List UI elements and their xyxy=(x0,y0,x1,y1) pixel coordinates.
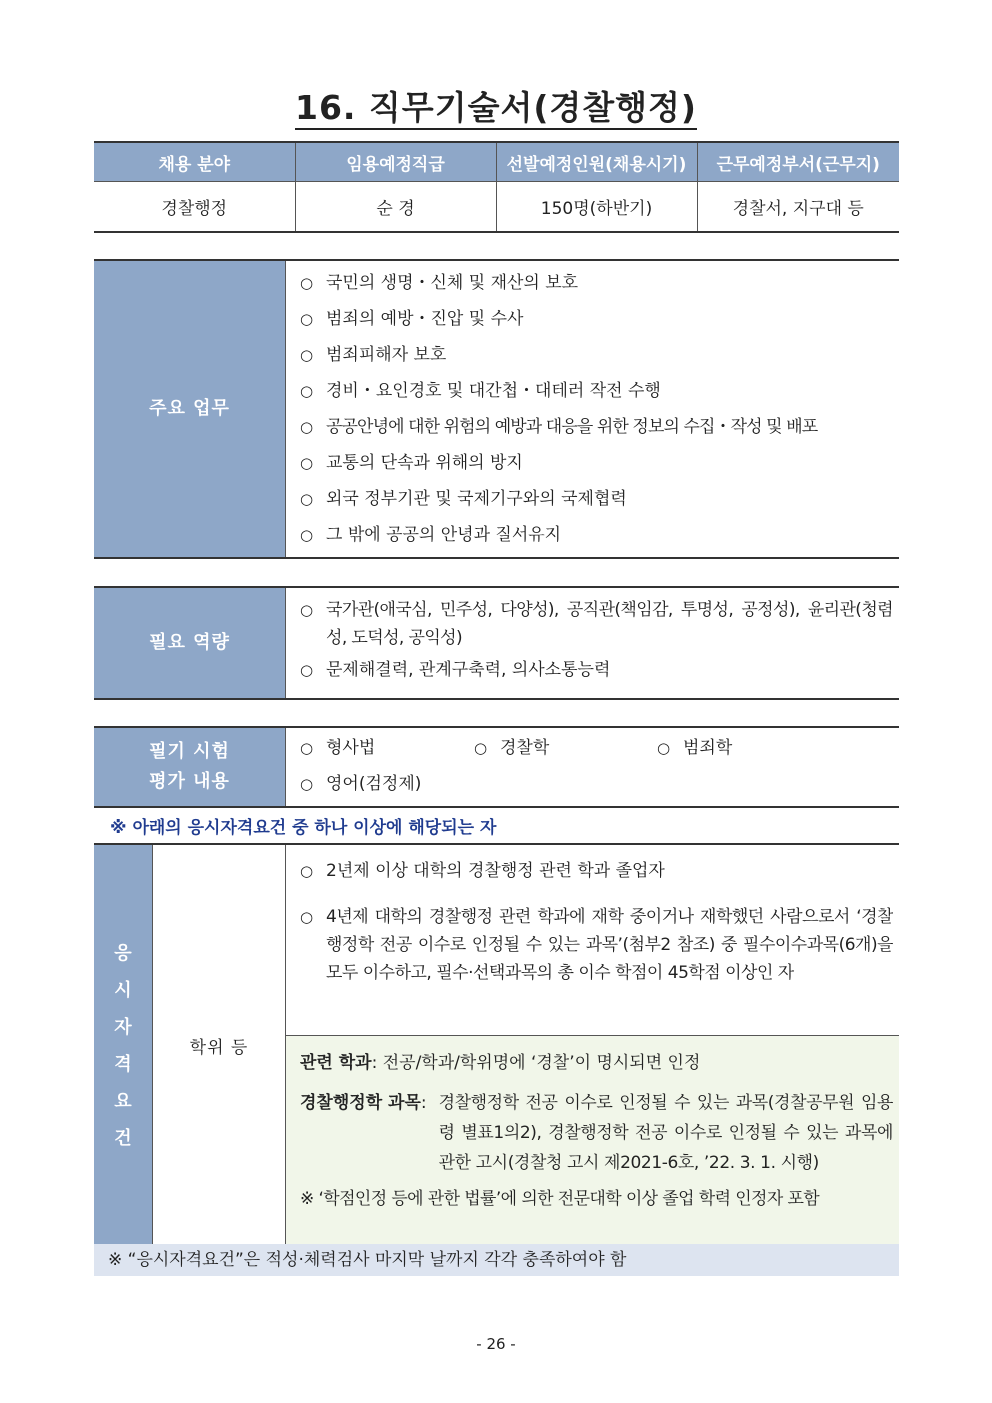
circle-bullet-icon: ○ xyxy=(474,739,488,757)
eligibility-section xyxy=(94,843,899,1248)
subject-item: ○ 형사법 xyxy=(300,730,474,766)
circle-bullet-icon: ○ xyxy=(300,526,314,544)
circle-bullet-icon: ○ xyxy=(300,274,314,292)
exam-subjects xyxy=(286,728,899,806)
duty-item: ○ 그 밖에 공공의 안녕과 질서유지 xyxy=(300,517,893,553)
duty-item: ○ 국민의 생명・신체 및 재산의 보호 xyxy=(300,265,893,301)
subject-item: ○ 범죄학 xyxy=(657,730,732,766)
competency-label: 필요 역량 xyxy=(94,588,286,698)
exam-section xyxy=(94,726,899,808)
duty-item: ○ 외국 정부기관 및 국제기구와의 국제협력 xyxy=(300,481,893,517)
header-department: 근무예정부서(근무지) xyxy=(697,142,899,182)
circle-bullet-icon: ○ xyxy=(657,739,671,757)
circle-bullet-icon: ○ xyxy=(300,601,314,619)
course-label: 경찰행정학 과목 xyxy=(300,1093,421,1113)
circle-bullet-icon: ○ xyxy=(300,739,314,757)
circle-bullet-icon: ○ xyxy=(300,382,314,400)
competency-list xyxy=(286,588,899,698)
circle-bullet-icon: ○ xyxy=(300,454,314,472)
circle-bullet-icon: ○ xyxy=(300,418,314,436)
eligibility-notice: ※ 아래의 응시자격요건 중 하나 이상에 해당되는 자 xyxy=(110,818,497,838)
competency-item: ○ 국가관(애국심, 민주성, 다양성), 공직관(책임감, 투명성, 공정성), 윤리관(청렴성, 도덕성, 공익성) xyxy=(300,592,893,652)
related-dept-label: 관련 학과 xyxy=(300,1053,372,1073)
circle-bullet-icon: ○ xyxy=(300,490,314,508)
eligibility-criteria xyxy=(286,845,899,1036)
page-number: - 26 - xyxy=(476,1335,516,1353)
duties-section xyxy=(94,259,899,559)
duty-item: ○ 범죄의 예방・진압 및 수사 xyxy=(300,301,893,337)
subject-item: ○ 영어(검정제) xyxy=(300,766,893,802)
credit-note: ※ ‘학점인정 등에 관한 법률’에 의한 전문대학 이상 졸업 학력 인정자 포함 xyxy=(300,1189,820,1209)
subject-item: ○ 경찰학 xyxy=(474,730,657,766)
header-field: 채용 분야 xyxy=(94,142,295,182)
duties-list xyxy=(286,261,899,557)
eligibility-details xyxy=(286,1036,899,1246)
footer-note: ※ “응시자격요건”은 적성·체력검사 마지막 날까지 각각 충족하여야 함 xyxy=(94,1244,899,1276)
duty-item: ○ 교통의 단속과 위해의 방지 xyxy=(300,445,893,481)
cell-rank: 순 경 xyxy=(295,182,496,233)
cell-department: 경찰서, 지구대 등 xyxy=(697,182,899,233)
header-headcount: 선발예정인원(채용시기) xyxy=(496,142,697,182)
cell-headcount: 150명(하반기) xyxy=(496,182,697,233)
recruitment-table xyxy=(94,141,899,233)
cell-field: 경찰행정 xyxy=(94,182,295,233)
criteria-item: ○ 2년제 이상 대학의 경찰행정 관련 학과 졸업자 xyxy=(300,853,893,889)
degree-label: 학위 등 xyxy=(153,845,286,1246)
exam-label: 필기 시험 평가 내용 xyxy=(94,728,286,806)
circle-bullet-icon: ○ xyxy=(300,908,314,926)
page-title: 16. 직무기술서(경찰행정) xyxy=(0,82,992,129)
circle-bullet-icon: ○ xyxy=(300,310,314,328)
circle-bullet-icon: ○ xyxy=(300,346,314,364)
duties-label: 주요 업무 xyxy=(94,261,286,557)
competency-section xyxy=(94,586,899,700)
circle-bullet-icon: ○ xyxy=(300,661,314,679)
competency-item: ○ 문제해결력, 관계구축력, 의사소통능력 xyxy=(300,652,893,688)
related-dept-row: 관련 학과 : 전공/학과/학위명에 ‘경찰’이 명시되면 인정 xyxy=(300,1048,893,1078)
duty-item: ○ 공공안녕에 대한 위험의 예방과 대응을 위한 정보의 수집・작성 및 배포 xyxy=(300,409,893,445)
duty-item: ○ 범죄피해자 보호 xyxy=(300,337,893,373)
circle-bullet-icon: ○ xyxy=(300,862,314,880)
duty-item: ○ 경비・요인경호 및 대간첩・대테러 작전 수행 xyxy=(300,373,893,409)
eligibility-vertical-label: 응 시 자 격 요 건 xyxy=(94,845,153,1246)
course-row: 경찰행정학 과목 : 경찰행정학 전공 이수로 인정될 수 있는 과목(경찰공무원 임용령 별표1의2), 경찰행정학 전공 이수로 인정될 수 있는 과목에 관한 고시(경찰청 고시 제2021-6호, ’22. 3. 1. 시행) xyxy=(300,1088,893,1178)
circle-bullet-icon: ○ xyxy=(300,775,314,793)
criteria-item: ○ 4년제 대학의 경찰행정 관련 학과에 재학 중이거나 재학했던 사람으로서 ‘경찰행정학 전공 이수로 인정될 수 있는 과목’(첨부2 참조) 중 필수이수과목(6개)을 모두 이수하고, 필수·선택과목의 총 이수 학점이 45학점 이상인 자 xyxy=(300,899,893,987)
header-rank: 임용예정직급 xyxy=(295,142,496,182)
